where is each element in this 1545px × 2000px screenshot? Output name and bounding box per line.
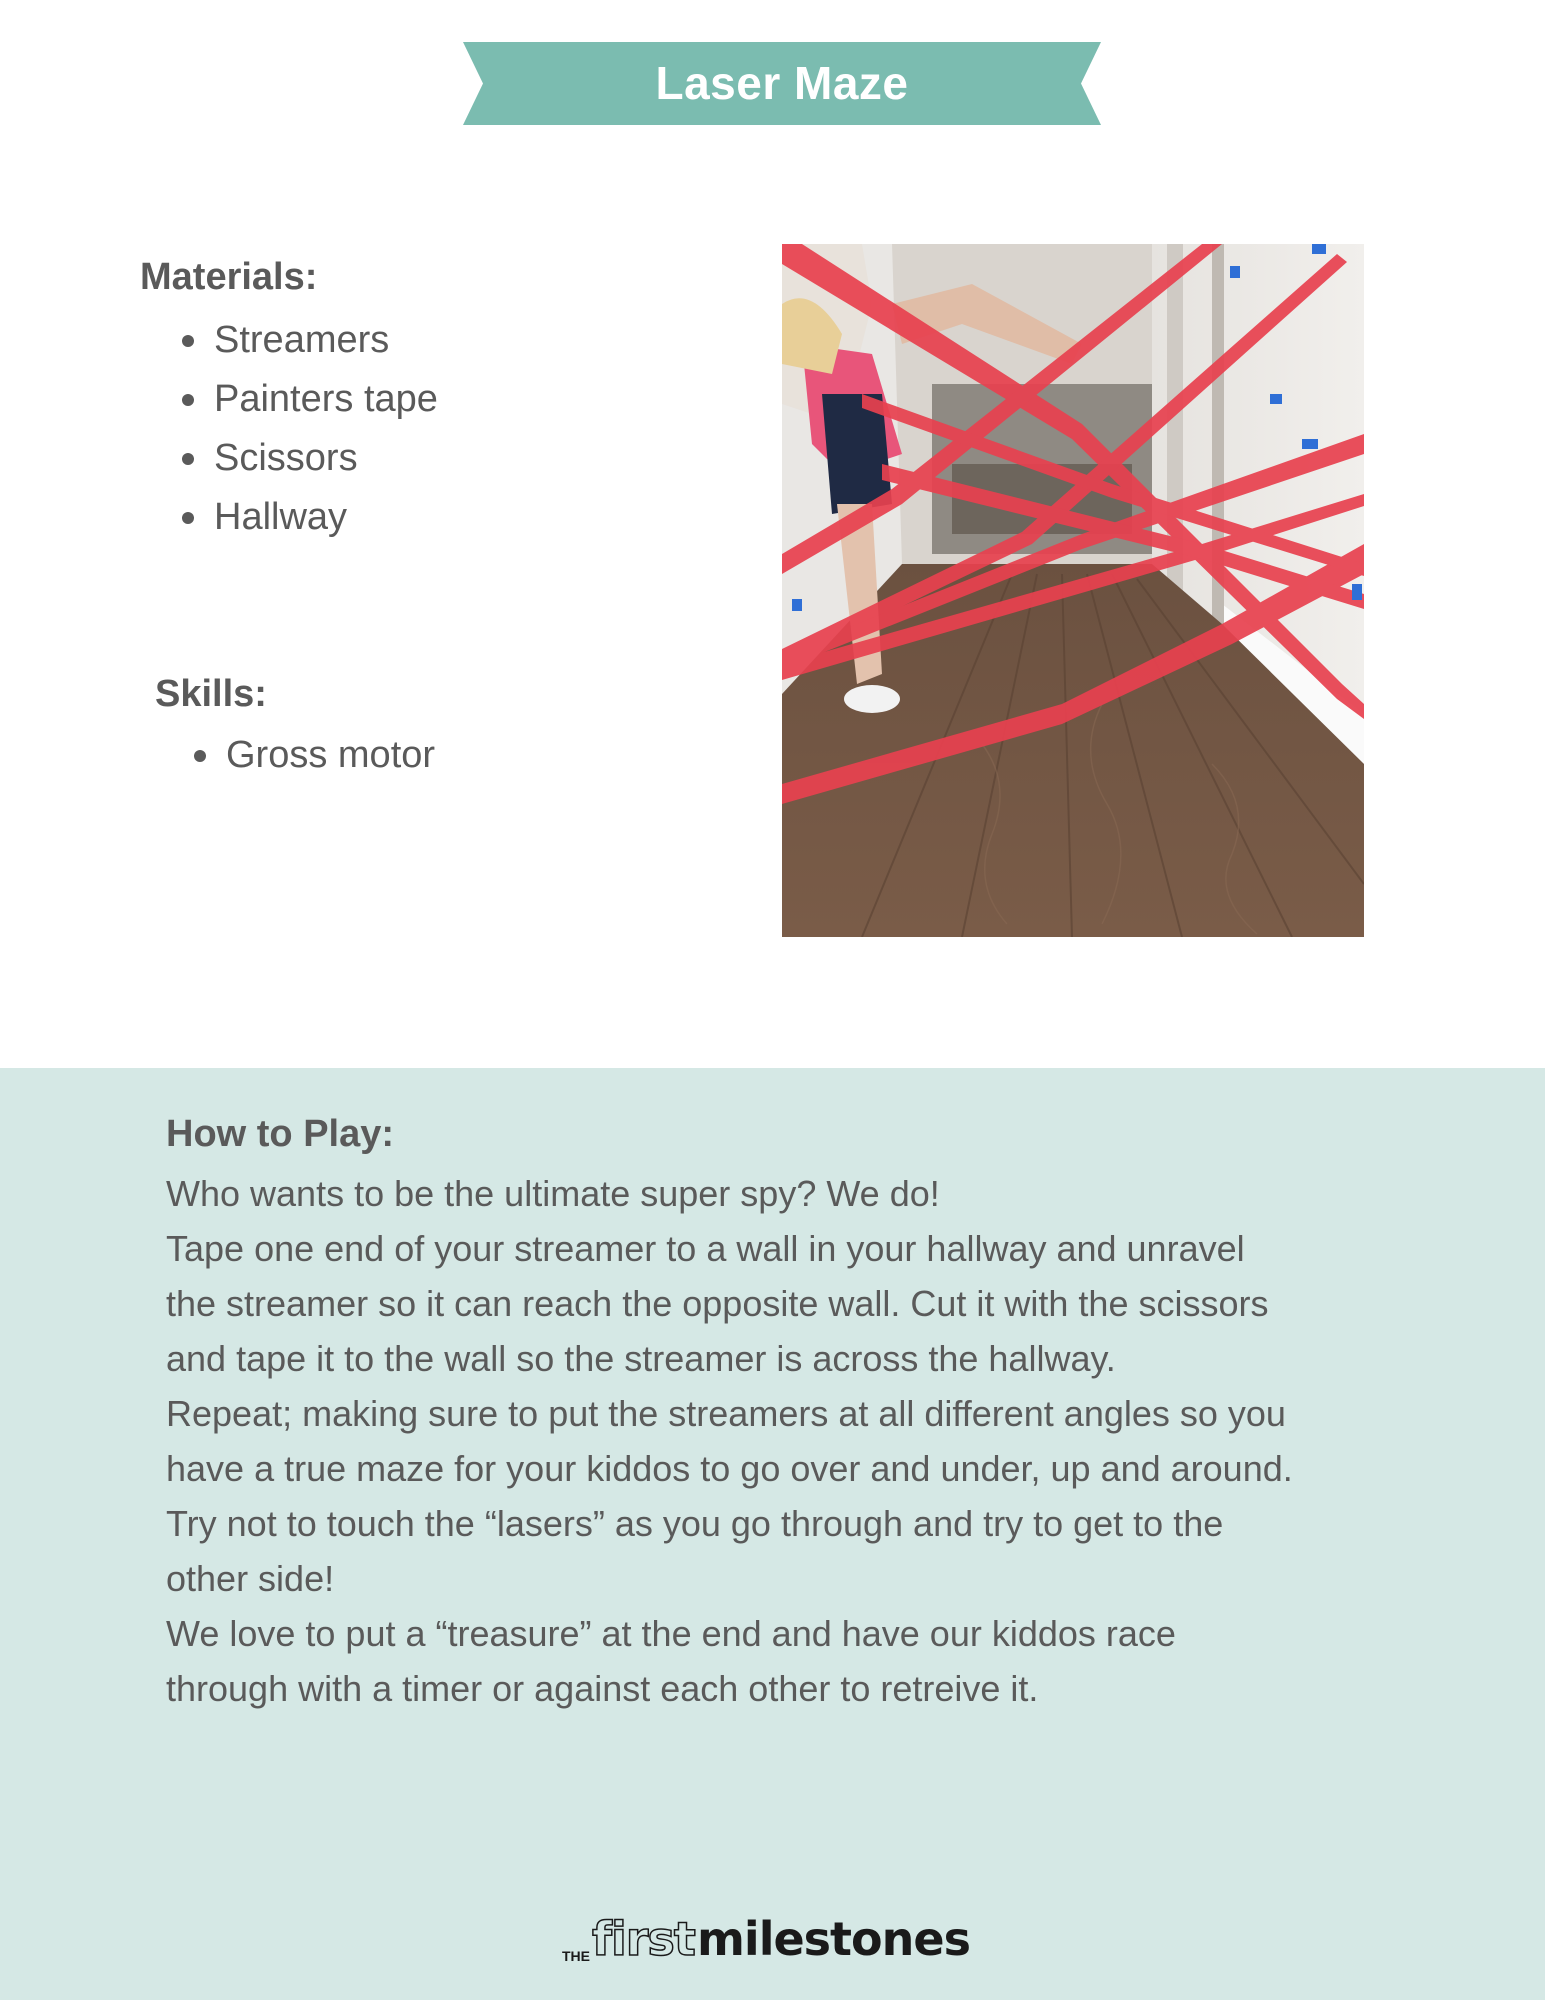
hallway-streamers-illustration bbox=[782, 244, 1364, 937]
bullet-icon bbox=[182, 512, 194, 524]
instruction-line: Who wants to be the ultimate super spy? We do! bbox=[166, 1173, 940, 1214]
brand-logo bbox=[562, 1912, 982, 1972]
laser-maze-photo bbox=[782, 244, 1364, 937]
materials-item: Streamers bbox=[182, 311, 438, 370]
materials-list bbox=[182, 311, 438, 547]
materials-item: Painters tape bbox=[182, 370, 438, 429]
materials-item: Scissors bbox=[182, 429, 438, 488]
how-to-play-heading: How to Play: bbox=[166, 1113, 395, 1155]
materials-item: Hallway bbox=[182, 488, 438, 547]
bullet-icon bbox=[182, 394, 194, 406]
materials-heading: Materials: bbox=[140, 256, 318, 298]
instruction-line: We love to put a “treasure” at the end and have our kiddos race bbox=[166, 1613, 1176, 1654]
bullet-icon bbox=[182, 453, 194, 465]
page-title: Laser Maze bbox=[655, 57, 909, 109]
instruction-line: Repeat; making sure to put the streamers at all different angles so you bbox=[166, 1393, 1286, 1434]
instruction-line: and tape it to the wall so the streamer is across the hallway. bbox=[166, 1338, 1116, 1379]
instruction-line: the streamer so it can reach the opposite wall. Cut it with the scissors bbox=[166, 1283, 1269, 1324]
logo-the-text: THE bbox=[562, 1948, 590, 1964]
instruction-line: other side! bbox=[166, 1558, 335, 1599]
skills-item: Gross motor bbox=[194, 726, 435, 785]
logo-first-text: first bbox=[592, 1912, 695, 1966]
title-banner bbox=[463, 42, 1101, 125]
how-to-play-body bbox=[166, 1166, 1426, 1716]
instruction-line: have a true maze for your kiddos to go over and under, up and around. bbox=[166, 1448, 1293, 1489]
skills-heading: Skills: bbox=[155, 673, 267, 715]
bullet-icon bbox=[182, 335, 194, 347]
bullet-icon bbox=[194, 750, 206, 762]
instruction-line: Try not to touch the “lasers” as you go through and try to get to the bbox=[166, 1503, 1224, 1544]
logo-milestones-text: milestones bbox=[697, 1912, 970, 1966]
instruction-line: Tape one end of your streamer to a wall in your hallway and unravel bbox=[166, 1228, 1245, 1269]
instruction-line: through with a timer or against each other to retreive it. bbox=[166, 1668, 1039, 1709]
skills-list bbox=[194, 726, 435, 785]
